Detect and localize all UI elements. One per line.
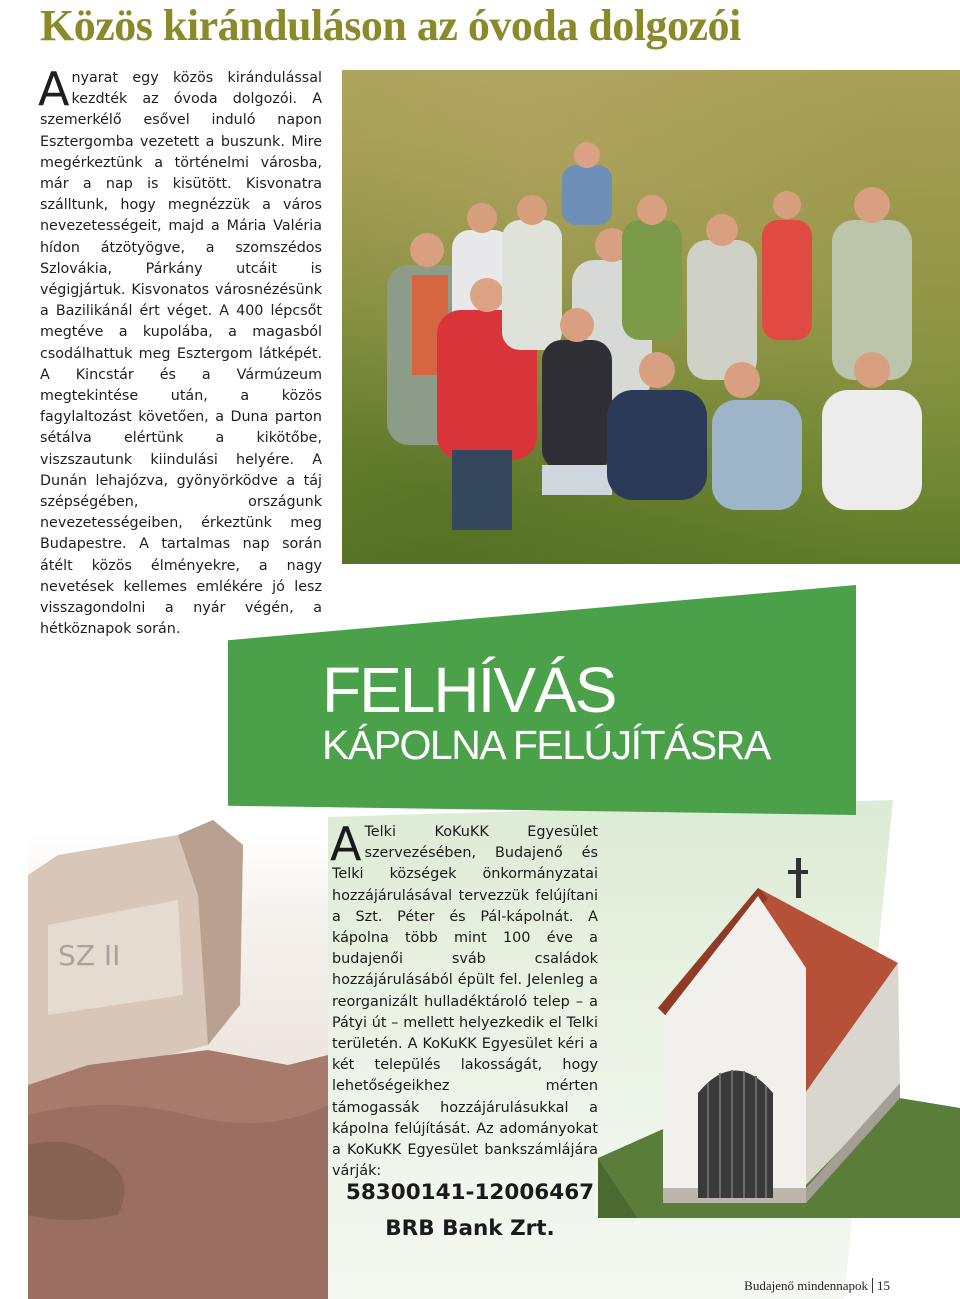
svg-text:SZ II: SZ II [58,939,121,972]
call-dropcap: A [330,817,362,871]
footer-separator [872,1278,873,1293]
bank-account-number: 58300141-12006467 [345,1180,595,1205]
call-subtitle: KÁPOLNA FELÚJÍTÁSRA [322,722,770,768]
article-text: nyarat egy közös kirándulással kezdték az óvoda dolgozói. A szemerkélő esővel induló napon Esztergomba vezetett a buszunk. Mire megérkeztünk a történelmi városba, már a nap is kisütött. Kisvonatra szálltunk, hogy megnézzük a város nevezetességeit, majd a Mária Valéria hídon átzötyögve, a szomszédos Szlovákia, Párkány utcáit is végigjártuk. Kisvonatos városnézésünk a Bazilikánál ért véget. A 400 lépcsőt megtéve a kupolába, a magasból csodálhattuk meg Esztergom látképét. A Kincstár és a Vármúzeum megtekintése után, a közös fagylaltozást követően, a Duna parton sétálva elértünk a kikötőbe, viszszautunk kiindulási helyére. A Dunán lehajózva, gyönyörködve a táj szépségében, országunk nevezetességeiben, érkeztünk meg Budapestre. A tartalmas nap során átélt közös élményekre, a nagy nevetések kellemes emlékére jó lesz visszagondolni a nyár végén, a hétköznapok során. [40,70,322,638]
article-title: Közös kiránduláson az óvoda dolgozói [40,1,741,50]
page-footer [700,1278,890,1294]
group-people-illustration [387,142,922,530]
bank-name: BRB Bank Zrt. [385,1216,555,1241]
chapel-ruin-photo [28,815,328,1299]
page-number: 15 [877,1278,890,1293]
publication-name: Budajenő mindennapok [744,1278,868,1293]
chapel-illustration [598,858,960,1218]
article-body [38,62,322,640]
article-dropcap: A [38,62,70,116]
call-text: Telki KoKuKK Egyesület szervezésében, Budajenő és Telki községek önkormányzatai hozzájárulásával tervezzük felújítani a Szt. Péter és Pál-kápolnát. A kápolna több mint 100 éve a budajenői sváb családok hozzájárulásából épült fel. Jelenleg a reorganizált hulladéktároló telep – a Pátyi út – mellett helyezkedik el Telki területén. A KoKuKK Egyesület kéri a két település lakosságát, hogy lehetőségeikhez mérten támogassák hozzájárulásukkal a kápolna felújítását. Az adományokat a KoKuKK Egyesület bankszámlájára várják: [332,824,598,1180]
group-photo [342,70,960,564]
call-body [330,817,598,1182]
call-title: FELHÍVÁS [322,654,616,726]
